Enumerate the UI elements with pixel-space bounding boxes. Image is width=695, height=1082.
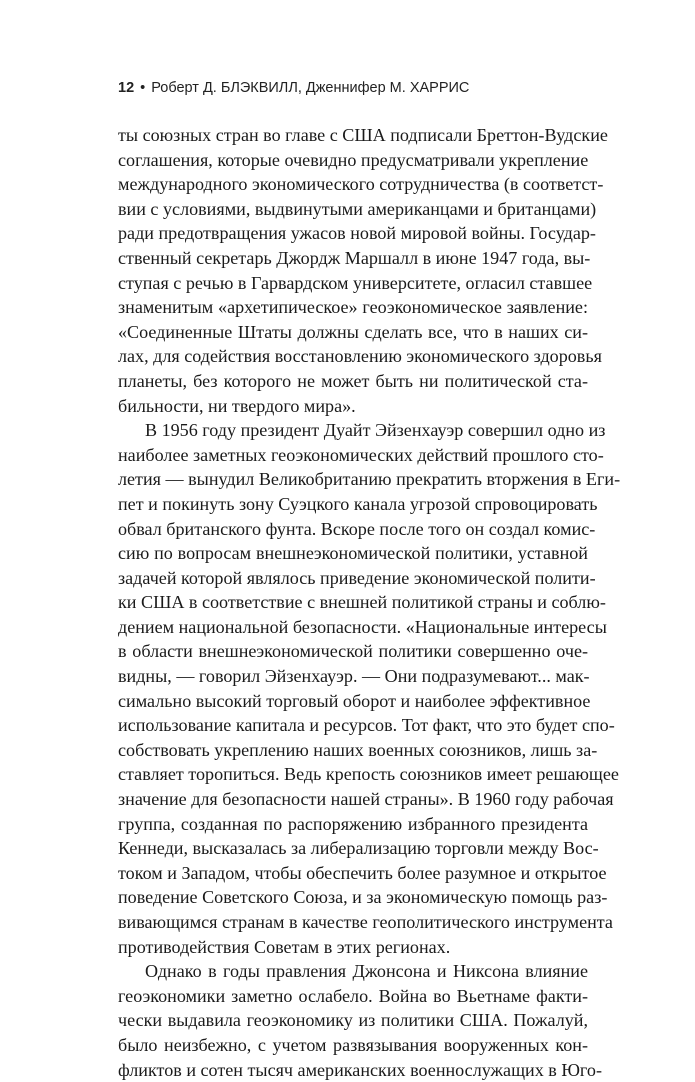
text-line: фликтов и сотен тысяч американских военнослужащих в Юго-	[118, 1059, 602, 1080]
text-line: Кеннеди, высказалась за либерализацию торговли между Вос-	[118, 838, 599, 859]
text-line: было неизбежно, с учетом развязывания вооруженных кон-	[118, 1034, 588, 1055]
text-line: ки США в соответствие с внешней политикой страны и соблю-	[118, 592, 606, 613]
text-line: дением национальной безопасности. «Национальные интересы	[118, 616, 607, 637]
page-number: 12	[118, 80, 135, 96]
text-line: знаменитым «архетипическое» геоэкономическое заявление:	[118, 297, 588, 318]
running-head-authors: Роберт Д. БЛЭКВИЛЛ, Дженнифер М. ХАРРИС	[151, 80, 470, 96]
text-line: значение для безопасности нашей страны». В 1960 году рабочая	[118, 789, 614, 810]
text-line: использование капитала и ресурсов. Тот факт, что это будет спо-	[118, 715, 615, 736]
text-line: лах, для содействия восстановлению экономического здоровья	[118, 346, 602, 367]
text-line: чески выдавила геоэкономику из политики США. Пожалуй,	[118, 1010, 588, 1031]
text-line: обвал британского фунта. Вскоре после того он создал комис-	[118, 518, 596, 539]
text-line: ственный секретарь Джордж Маршалл в июне 1947 года, вы-	[118, 247, 591, 268]
text-line: международного экономического сотрудничества (в соответст-	[118, 174, 604, 195]
text-line: геоэкономики заметно ослабело. Война во Вьетнаме факти-	[118, 985, 588, 1006]
text-line: вии с условиями, выдвинутыми американцами и британцами)	[118, 198, 597, 219]
text-line: «Соединенные Штаты должны сделать все, что в наших си-	[118, 321, 588, 342]
text-line: в области внешнеэкономической политики совершенно оче-	[118, 641, 588, 662]
text-line: противодействия Советам в этих регионах.	[118, 936, 451, 957]
text-line: сию по вопросам внешнеэкономической политики, уставной	[118, 543, 588, 564]
text-line: ты союзных стран во главе с США подписали Бреттон-Вудские	[118, 125, 608, 145]
text-line: пет и покинуть зону Суэцкого канала угрозой спровоцировать	[118, 493, 598, 514]
body-text	[118, 123, 621, 1082]
text-line: ради предотвращения ужасов новой мировой войны. Государ-	[118, 223, 596, 244]
text-line: планеты, без которого не может быть ни политической ста-	[118, 370, 588, 391]
text-line: группа, созданная по распоряжению избранного президента	[118, 813, 588, 834]
text-line: симально высокий торговый оборот и наиболее эффективное	[118, 690, 591, 711]
text-line: задачей которой являлось приведение экономической полити-	[118, 567, 596, 588]
text-line: собствовать укреплению наших военных союзников, лишь за-	[118, 739, 598, 760]
paragraph-first-line: В 1956 году президент Дуайт Эйзенхауэр совершил одно из	[145, 420, 606, 441]
paragraph-first-line: Однако в годы правления Джонсона и Никсона влияние	[145, 961, 588, 982]
text-line: током и Западом, чтобы обеспечить более разумное и открытое	[118, 862, 607, 883]
text-line: летия — вынудил Великобританию прекратить вторжения в Еги-	[118, 469, 621, 490]
text-line: ступая с речью в Гарвардском университете, огласил ставшее	[118, 272, 593, 293]
text-line: вивающимся странам в качестве геополитического инструмента	[118, 912, 613, 932]
text-line: поведение Советского Союза, и за экономическую помощь раз-	[118, 887, 608, 908]
text-line: ставляет торопиться. Ведь крепость союзников имеет решающее	[118, 764, 619, 785]
text-line: соглашения, которые очевидно предусматривали укрепление	[118, 149, 589, 170]
text-line: бильности, ни твердого мира».	[118, 395, 356, 416]
bullet-separator: •	[140, 80, 146, 96]
text-line: видны, — говорил Эйзенхауэр. — Они подразумевают... мак-	[118, 666, 590, 687]
text-line: наиболее заметных геоэкономических действий прошлого сто-	[118, 444, 604, 465]
running-head	[118, 78, 598, 98]
